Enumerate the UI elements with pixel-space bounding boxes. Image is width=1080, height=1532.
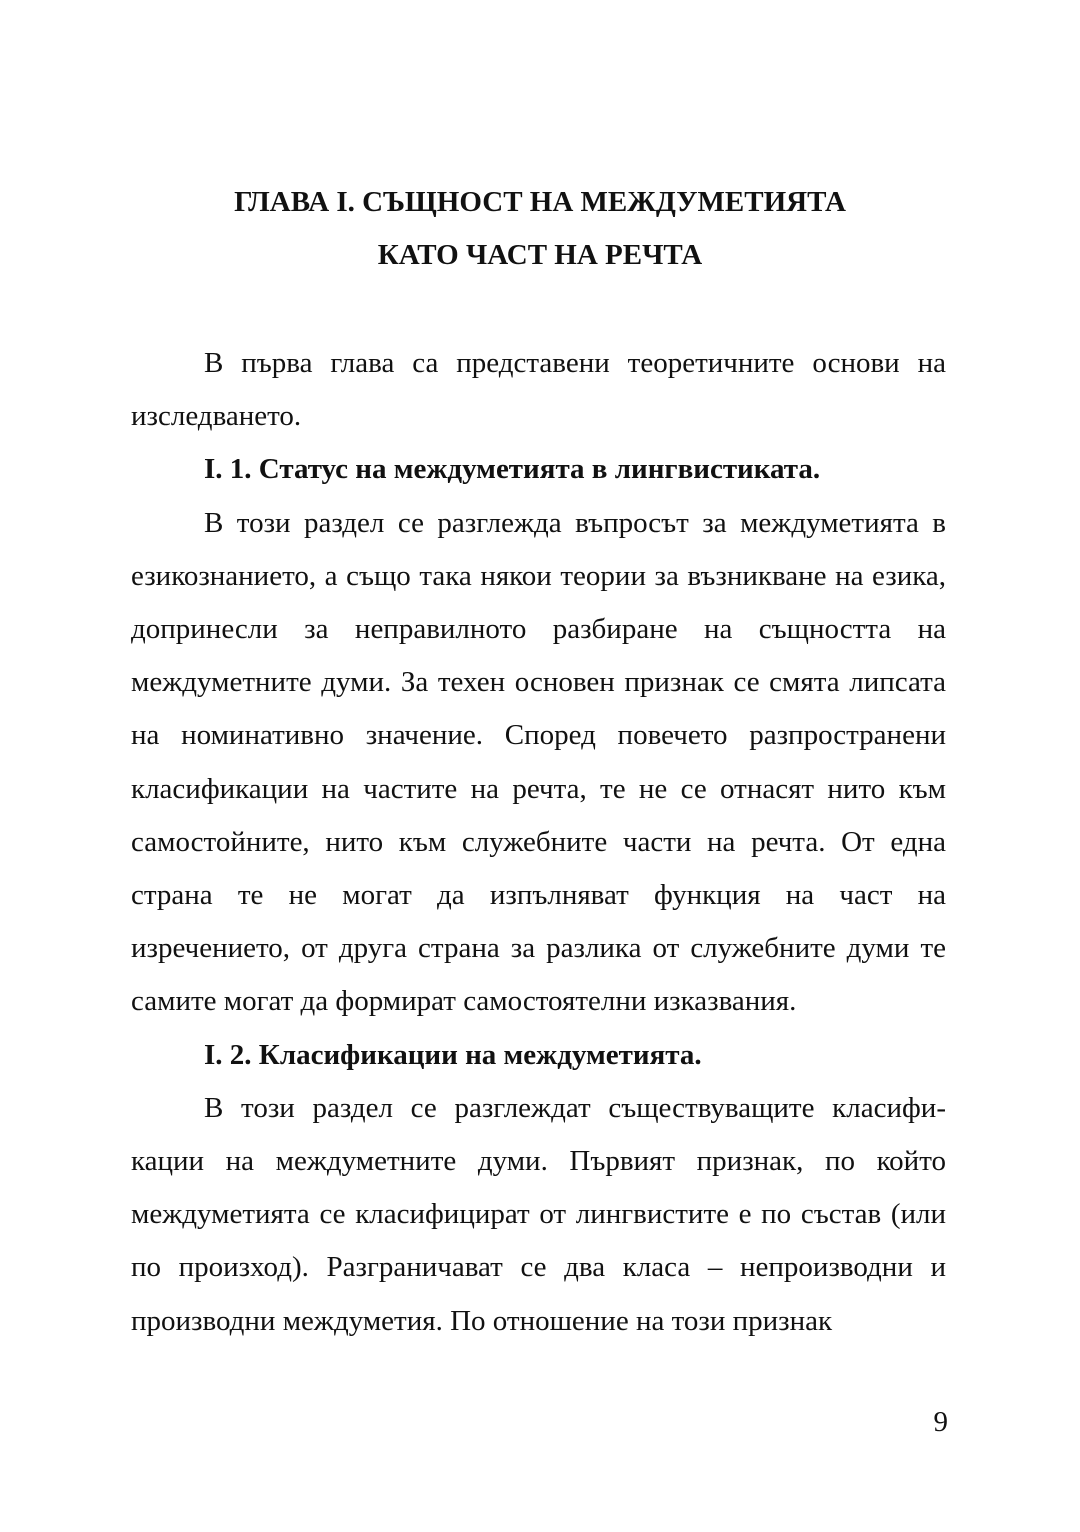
section-2-heading: І. 2. Класификации на междуметията. bbox=[204, 1038, 702, 1071]
section-1-heading: І. 1. Статус на междуметията в лингвистиката. bbox=[204, 453, 821, 486]
chapter-title bbox=[0, 176, 1080, 282]
page-number: 9 bbox=[933, 1406, 948, 1438]
chapter-title-line-2: КАТО ЧАСТ НА РЕЧТА bbox=[377, 239, 703, 271]
body-text bbox=[131, 337, 946, 1348]
chapter-title-line-1: ГЛАВА I. СЪЩНОСТ НА МЕЖДУМЕТИЯТА bbox=[234, 186, 846, 218]
section-2-paragraph: В този раздел се разглеждат съществуващите класификации на междуметните думи. Първият признак, по който междуметията се класифицират от лингвистите е по състав (или по произход). Разграничават се два класа – непроизводни и производни междуметия. По отношение на този признак bbox=[131, 1091, 946, 1337]
intro-paragraph: В първа глава са представени теоретичните основи на изследването. bbox=[131, 347, 946, 433]
section-1-paragraph: В този раздел се разглежда въпросът за междуметията в езикознанието, а също така някои теории за възникване на езика, допринесли за неправилното разбиране на същността на междуметните думи. За техен основен признак се смята липсата на номинативно значение. Според повечето разпространени класификации на частите на речта, те не се отнасят нито към самостойните, нито към служебните части на речта. От една страна те не могат да изпълняват функция на част на изречението, от друга страна за разлика от служебните думи те самите могат да формират самостоятелни изказвания. bbox=[131, 506, 946, 1018]
